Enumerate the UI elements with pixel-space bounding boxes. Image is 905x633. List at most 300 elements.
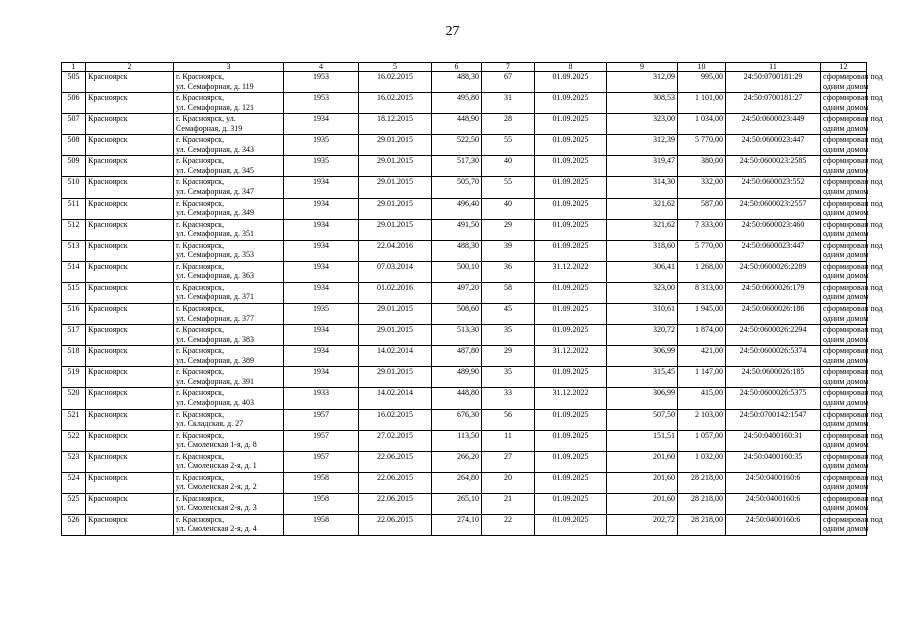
- residents-count-text: 29: [504, 219, 512, 229]
- land-area-cell: [678, 177, 726, 198]
- land-area-cell: [678, 114, 726, 135]
- note-cell: [821, 219, 883, 240]
- column-header: 3: [174, 63, 284, 72]
- value-cell: [607, 135, 678, 156]
- city-cell: [86, 219, 174, 240]
- city-cell: [86, 261, 174, 282]
- value-cell: [607, 346, 678, 367]
- deadline-date-text: 01.09.2025: [552, 72, 589, 81]
- land-area-text: 28 218,00: [691, 514, 723, 524]
- address-cell: [174, 325, 284, 346]
- land-area-cell: [678, 388, 726, 409]
- deadline-date-cell: [535, 156, 607, 177]
- row-number-cell: [62, 493, 86, 514]
- residents-count-cell: [482, 472, 535, 493]
- value-text: 201,60: [653, 493, 675, 503]
- area-text: 448,90: [457, 114, 479, 124]
- note-text: одним домом: [823, 208, 869, 218]
- year-built-cell: [284, 177, 359, 198]
- note-text: одним домом: [823, 524, 869, 534]
- year-built-text: 1934: [313, 282, 329, 292]
- year-built-cell: [284, 514, 359, 535]
- address-text: ул. Семафорная, д. 349: [176, 208, 254, 218]
- note-text: сформирован под: [823, 388, 883, 398]
- year-built-cell: [284, 493, 359, 514]
- city-text: Красноярск: [88, 135, 128, 145]
- address-text: г. Красноярск,: [176, 282, 225, 292]
- address-text: г. Красноярск,: [176, 219, 225, 229]
- address-text: ул. Семафорная, д. 345: [176, 165, 254, 175]
- area-cell: [432, 304, 482, 325]
- address-cell: [174, 93, 284, 114]
- city-text: Красноярск: [88, 472, 128, 482]
- inspection-date-text: 14.02.2014: [377, 346, 413, 356]
- inspection-date-cell: [359, 72, 432, 93]
- residents-count-cell: [482, 493, 535, 514]
- value-cell: [607, 240, 678, 261]
- table-row: [62, 367, 867, 388]
- year-built-text: 1934: [313, 346, 329, 356]
- area-text: 500,10: [457, 261, 479, 271]
- city-cell: [86, 114, 174, 135]
- deadline-date-cell: [535, 304, 607, 325]
- cadastral-number-text: 24:50:0600023:460: [741, 219, 805, 229]
- inspection-date-cell: [359, 388, 432, 409]
- cadastral-number-cell: [726, 261, 821, 282]
- note-cell: [821, 135, 883, 156]
- value-text: 319,47: [653, 156, 675, 166]
- residents-count-cell: [482, 451, 535, 472]
- inspection-date-cell: [359, 93, 432, 114]
- land-area-cell: [678, 135, 726, 156]
- cadastral-number-cell: [726, 493, 821, 514]
- value-text: 202,72: [653, 514, 675, 524]
- deadline-date-cell: [535, 430, 607, 451]
- note-text: одним домом: [823, 250, 869, 260]
- table-row: [62, 325, 867, 346]
- land-area-text: 1 874,00: [695, 325, 723, 335]
- note-cell: [821, 472, 883, 493]
- address-text: г. Красноярск,: [176, 409, 225, 419]
- value-text: 312,09: [653, 72, 675, 81]
- city-text: Красноярск: [88, 451, 128, 461]
- address-cell: [174, 451, 284, 472]
- deadline-date-text: 01.09.2025: [552, 114, 589, 124]
- note-text: сформирован под: [823, 72, 883, 81]
- address-text: ул. Семафорная, д. 391: [176, 376, 254, 386]
- city-text: Красноярск: [88, 514, 128, 524]
- land-area-cell: [678, 93, 726, 114]
- row-number-text: 521: [67, 409, 80, 419]
- area-text: 489,90: [457, 367, 479, 377]
- cadastral-number-text: 24:50:0400160:6: [745, 493, 801, 503]
- area-text: 274,10: [457, 514, 479, 524]
- year-built-text: 1958: [313, 493, 329, 503]
- row-number-cell: [62, 156, 86, 177]
- note-text: одним домом: [823, 440, 869, 450]
- cadastral-number-cell: [726, 451, 821, 472]
- area-cell: [432, 451, 482, 472]
- city-cell: [86, 282, 174, 303]
- table-row: [62, 451, 867, 472]
- year-built-cell: [284, 240, 359, 261]
- area-text: 113,50: [457, 430, 479, 440]
- note-text: сформирован под: [823, 135, 883, 145]
- area-text: 488,30: [457, 240, 479, 250]
- address-cell: [174, 409, 284, 430]
- land-area-text: 415,00: [701, 388, 723, 398]
- city-cell: [86, 325, 174, 346]
- year-built-text: 1935: [313, 304, 329, 314]
- inspection-date-cell: [359, 156, 432, 177]
- land-area-text: 587,00: [701, 198, 723, 208]
- note-cell: [821, 409, 883, 430]
- address-text: ул. Семафорная, д. 353: [176, 250, 254, 260]
- column-header: 1: [62, 63, 86, 72]
- address-cell: [174, 493, 284, 514]
- year-built-text: 1934: [313, 240, 329, 250]
- area-text: 513,30: [457, 325, 479, 335]
- deadline-date-cell: [535, 514, 607, 535]
- deadline-date-text: 01.09.2025: [552, 430, 589, 440]
- residents-count-text: 40: [504, 198, 512, 208]
- inspection-date-cell: [359, 135, 432, 156]
- land-area-text: 28 218,00: [691, 472, 723, 482]
- cadastral-number-text: 24:50:0600023:447: [741, 135, 805, 145]
- note-text: одним домом: [823, 165, 869, 175]
- cadastral-number-cell: [726, 72, 821, 93]
- row-number-cell: [62, 514, 86, 535]
- city-cell: [86, 367, 174, 388]
- city-text: Красноярск: [88, 198, 128, 208]
- address-text: ул. Семафорная, д. 403: [176, 397, 254, 407]
- city-cell: [86, 430, 174, 451]
- note-text: одним домом: [823, 229, 869, 239]
- inspection-date-cell: [359, 219, 432, 240]
- year-built-cell: [284, 472, 359, 493]
- inspection-date-cell: [359, 430, 432, 451]
- value-cell: [607, 367, 678, 388]
- residents-count-text: 39: [504, 240, 512, 250]
- row-number-cell: [62, 177, 86, 198]
- year-built-cell: [284, 261, 359, 282]
- address-cell: [174, 430, 284, 451]
- deadline-date-cell: [535, 240, 607, 261]
- deadline-date-cell: [535, 219, 607, 240]
- column-header: 7: [482, 63, 535, 72]
- value-text: 306,99: [653, 346, 675, 356]
- city-cell: [86, 72, 174, 93]
- note-cell: [821, 240, 883, 261]
- value-text: 310,61: [653, 304, 675, 314]
- address-text: ул. Складская, д. 27: [176, 419, 244, 428]
- inspection-date-text: 29.01.2015: [377, 325, 413, 335]
- row-number-text: 523: [67, 451, 80, 461]
- deadline-date-text: 01.09.2025: [552, 409, 589, 419]
- year-built-text: 1934: [313, 114, 329, 124]
- row-number-cell: [62, 325, 86, 346]
- note-text: сформирован под: [823, 177, 883, 187]
- cadastral-number-text: 24:50:0600023:449: [741, 114, 805, 124]
- cadastral-number-cell: [726, 219, 821, 240]
- area-text: 497,20: [457, 282, 479, 292]
- residents-count-text: 55: [504, 177, 512, 187]
- land-area-cell: [678, 304, 726, 325]
- area-cell: [432, 367, 482, 388]
- value-cell: [607, 156, 678, 177]
- cadastral-number-text: 24:50:0600026:179: [741, 282, 805, 292]
- note-cell: [821, 346, 883, 367]
- address-text: ул. Семафорная, д. 119: [176, 81, 254, 91]
- year-built-text: 1935: [313, 156, 329, 166]
- column-number-row: [62, 63, 867, 72]
- value-text: 315,45: [653, 367, 675, 377]
- deadline-date-cell: [535, 346, 607, 367]
- address-cell: [174, 114, 284, 135]
- land-area-cell: [678, 430, 726, 451]
- address-cell: [174, 240, 284, 261]
- row-number-text: 509: [67, 156, 80, 166]
- year-built-cell: [284, 198, 359, 219]
- inspection-date-text: 22.06.2015: [377, 472, 413, 482]
- area-text: 508,60: [457, 304, 479, 314]
- area-text: 264,80: [457, 472, 479, 482]
- land-area-text: 421,00: [701, 346, 723, 356]
- city-text: Красноярск: [88, 325, 128, 335]
- note-text: сформирован под: [823, 240, 883, 250]
- residents-count-text: 35: [504, 325, 512, 335]
- address-cell: [174, 219, 284, 240]
- inspection-date-text: 29.01.2015: [377, 177, 413, 187]
- note-text: сформирован под: [823, 93, 883, 103]
- cadastral-number-text: 24:50:0700181:27: [743, 93, 803, 103]
- value-cell: [607, 493, 678, 514]
- deadline-date-cell: [535, 135, 607, 156]
- row-number-text: 511: [67, 198, 80, 208]
- cadastral-number-text: 24:50:0600026:185: [741, 367, 805, 377]
- city-text: Красноярск: [88, 409, 128, 419]
- value-cell: [607, 93, 678, 114]
- cadastral-number-text: 24:50:0600026:5375: [739, 388, 807, 398]
- year-built-cell: [284, 282, 359, 303]
- inspection-date-cell: [359, 177, 432, 198]
- value-text: 312,39: [653, 135, 675, 145]
- year-built-cell: [284, 114, 359, 135]
- year-built-text: 1934: [313, 198, 329, 208]
- land-area-cell: [678, 514, 726, 535]
- deadline-date-text: 01.09.2025: [552, 198, 589, 208]
- inspection-date-text: 16.02.2015: [377, 409, 413, 419]
- city-cell: [86, 451, 174, 472]
- deadline-date-text: 31.12.2022: [552, 261, 589, 271]
- value-cell: [607, 514, 678, 535]
- city-text: Красноярск: [88, 114, 128, 124]
- address-text: г. Красноярск,: [176, 198, 225, 208]
- address-cell: [174, 472, 284, 493]
- inspection-date-text: 29.01.2015: [377, 367, 413, 377]
- cadastral-number-cell: [726, 93, 821, 114]
- cadastral-number-cell: [726, 346, 821, 367]
- deadline-date-text: 01.09.2025: [552, 156, 589, 166]
- cadastral-number-cell: [726, 156, 821, 177]
- year-built-cell: [284, 430, 359, 451]
- year-built-text: 1953: [313, 93, 329, 103]
- area-text: 522,50: [457, 135, 479, 145]
- address-text: г. Красноярск,: [176, 135, 225, 145]
- inspection-date-cell: [359, 198, 432, 219]
- note-cell: [821, 198, 883, 219]
- inspection-date-text: 22.06.2015: [377, 451, 413, 461]
- column-header: 2: [86, 63, 174, 72]
- cadastral-number-cell: [726, 430, 821, 451]
- land-area-cell: [678, 219, 726, 240]
- year-built-cell: [284, 346, 359, 367]
- row-number-text: 522: [67, 430, 80, 440]
- column-header: 6: [432, 63, 482, 72]
- value-text: 507,50: [653, 409, 675, 419]
- land-area-text: 2 103,00: [695, 409, 723, 419]
- note-cell: [821, 493, 883, 514]
- area-cell: [432, 514, 482, 535]
- table-row: [62, 304, 867, 325]
- inspection-date-cell: [359, 261, 432, 282]
- area-text: 517,30: [457, 156, 479, 166]
- area-cell: [432, 156, 482, 177]
- year-built-cell: [284, 72, 359, 93]
- inspection-date-cell: [359, 282, 432, 303]
- value-cell: [607, 451, 678, 472]
- city-text: Красноярск: [88, 72, 128, 81]
- note-text: одним домом: [823, 81, 869, 91]
- value-text: 201,60: [653, 472, 675, 482]
- value-text: 323,00: [653, 114, 675, 124]
- value-text: 151,51: [653, 430, 675, 440]
- year-built-cell: [284, 451, 359, 472]
- cadastral-number-text: 24:50:0600023:2557: [739, 198, 807, 208]
- area-text: 448,80: [457, 388, 479, 398]
- value-text: 306,41: [653, 261, 675, 271]
- address-text: г. Красноярск,: [176, 430, 225, 440]
- deadline-date-cell: [535, 93, 607, 114]
- address-text: ул. Семафорная, д. 351: [176, 229, 254, 239]
- address-cell: [174, 135, 284, 156]
- city-text: Красноярск: [88, 282, 128, 292]
- address-text: г. Красноярск,: [176, 261, 225, 271]
- address-text: Семафорная, д. 319: [176, 123, 243, 133]
- inspection-date-cell: [359, 493, 432, 514]
- deadline-date-text: 31.12.2022: [552, 346, 589, 356]
- cadastral-number-text: 24:50:0400160:35: [743, 451, 803, 461]
- inspection-date-cell: [359, 472, 432, 493]
- inspection-date-cell: [359, 325, 432, 346]
- housing-registry-table: [61, 62, 883, 536]
- year-built-cell: [284, 135, 359, 156]
- cadastral-number-text: 24:50:0400160:6: [745, 472, 801, 482]
- inspection-date-cell: [359, 451, 432, 472]
- inspection-date-text: 29.01.2015: [377, 304, 413, 314]
- residents-count-cell: [482, 409, 535, 430]
- year-built-cell: [284, 219, 359, 240]
- area-cell: [432, 282, 482, 303]
- address-text: г. Красноярск,: [176, 514, 225, 524]
- land-area-text: 995,00: [701, 72, 723, 81]
- cadastral-number-text: 24:50:0600023:552: [741, 177, 805, 187]
- value-cell: [607, 261, 678, 282]
- note-text: сформирован под: [823, 219, 883, 229]
- note-text: одним домом: [823, 334, 869, 344]
- table-row: [62, 114, 867, 135]
- note-text: одним домом: [823, 376, 869, 386]
- row-number-cell: [62, 346, 86, 367]
- inspection-date-text: 29.01.2015: [377, 219, 413, 229]
- note-text: одним домом: [823, 482, 869, 492]
- land-area-text: 1 034,00: [695, 114, 723, 124]
- residents-count-text: 20: [504, 472, 512, 482]
- deadline-date-cell: [535, 261, 607, 282]
- city-cell: [86, 177, 174, 198]
- area-text: 676,30: [457, 409, 479, 419]
- note-text: сформирован под: [823, 493, 883, 503]
- deadline-date-text: 31.12.2022: [552, 388, 589, 398]
- year-built-text: 1957: [313, 430, 329, 440]
- row-number-cell: [62, 304, 86, 325]
- note-cell: [821, 261, 883, 282]
- land-area-cell: [678, 282, 726, 303]
- city-cell: [86, 388, 174, 409]
- note-cell: [821, 114, 883, 135]
- address-text: г. Красноярск,: [176, 240, 225, 250]
- deadline-date-text: 01.09.2025: [552, 93, 589, 103]
- note-text: сформирован под: [823, 430, 883, 440]
- area-cell: [432, 72, 482, 93]
- area-cell: [432, 346, 482, 367]
- row-number-text: 517: [67, 325, 80, 335]
- note-cell: [821, 367, 883, 388]
- value-text: 321,62: [653, 198, 675, 208]
- address-text: ул. Смоленская 2-я, д. 2: [176, 482, 257, 492]
- cadastral-number-cell: [726, 472, 821, 493]
- deadline-date-cell: [535, 198, 607, 219]
- note-text: одним домом: [823, 102, 869, 112]
- city-text: Красноярск: [88, 177, 128, 187]
- note-text: сформирован под: [823, 409, 883, 419]
- note-cell: [821, 304, 883, 325]
- note-cell: [821, 451, 883, 472]
- residents-count-text: 35: [504, 367, 512, 377]
- note-text: одним домом: [823, 461, 869, 471]
- residents-count-cell: [482, 135, 535, 156]
- address-text: ул. Семафорная, д. 383: [176, 334, 254, 344]
- address-text: ул. Семафорная, д. 389: [176, 355, 254, 365]
- note-text: одним домом: [823, 419, 869, 428]
- row-number-cell: [62, 114, 86, 135]
- land-area-cell: [678, 346, 726, 367]
- year-built-text: 1934: [313, 261, 329, 271]
- deadline-date-cell: [535, 472, 607, 493]
- year-built-cell: [284, 156, 359, 177]
- year-built-text: 1934: [313, 219, 329, 229]
- address-text: ул. Семафорная, д. 347: [176, 186, 254, 196]
- row-number-cell: [62, 240, 86, 261]
- deadline-date-text: 01.09.2025: [552, 493, 589, 503]
- column-header: 4: [284, 63, 359, 72]
- area-cell: [432, 114, 482, 135]
- note-text: сформирован под: [823, 156, 883, 166]
- year-built-cell: [284, 409, 359, 430]
- value-text: 318,60: [653, 240, 675, 250]
- residents-count-text: 67: [504, 72, 512, 81]
- deadline-date-text: 01.09.2025: [552, 219, 589, 229]
